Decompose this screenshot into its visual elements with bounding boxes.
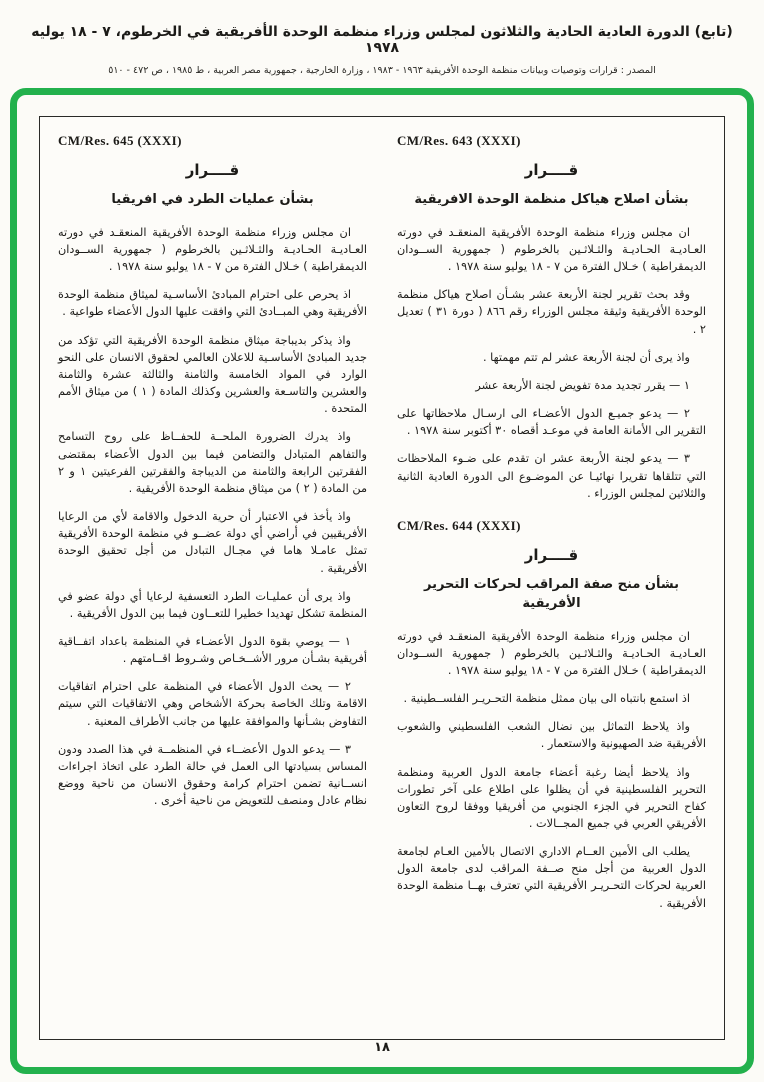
- document-header: [14, 24, 750, 76]
- paragraph: واذ يأخذ في الاعتبار أن حرية الدخول والاقامة لأي من الرعايا الأفريقيين في أراضي أي دولة عضــو في منظمة الوحدة الأفريقية تمثل عامـلا هاما في مجـال التبادل من أجل تحقيق الوحدة الأفريقية .: [58, 510, 367, 575]
- paragraph: واذ يدرك الضرورة الملحــة للحفــاظ على روح التسامح والتفاهم المتبادل والتضامن فيما بين الدول الأعضاء بمقتضى الفقرتين الرابعة والثامنة من الديباجة والفقرتين الفرعيتين ١ و ٢ من المادة ( ٢ ) من ميثاق منظمة الوحدة الأفريقية .: [58, 430, 367, 495]
- page-number: ١٨: [374, 1040, 390, 1055]
- header-source: المصدر : قرارات وتوصيات وبيانات منظمة الوحدة الأفريقية ١٩٦٣ - ١٩٨٣ ، وزارة الخارجية ، جمهورية مصر العربية ، ط ١٩٨٥ ، ص ٤٧٢ - ٥١٠: [108, 65, 656, 76]
- resolution-type-label: قــــرار: [524, 545, 579, 564]
- paragraph: واذ يلاحظ أيضا رغبة أعضاء جامعة الدول العربية ومنظمة التحرير الفلسطينية في أن يظلوا على اطلاع على آخر تطورات كفاح التحرير في الجزء الجنوبي من أفريقيا ووفقا لروح التعاون الأفريقي العربي في جميع المجــالات .: [397, 765, 706, 830]
- paragraph: ٣ — يدعو لجنة الأربعة عشر ان تقدم على ضـوء الملاحظات التي تتلقاها تقريرا نهائيـا عن الموضـوع الى الدورة العادية الثانية والثلاثين لمجلس الوزراء .: [397, 452, 706, 500]
- two-column-layout: [58, 133, 706, 1029]
- paragraph: اذ استمع بانتباه الى بيان ممثل منظمة التحـريـر الفلســطينية .: [403, 692, 690, 706]
- paragraph: واذ يذكر بديباجة ميثاق منظمة الوحدة الأفريقية التي تؤكد من جديد المبادئ الأساسـية للاعلان العالمي لحقوق الانسان على النحو الوارد في المواد الخامسة والثامنة والثالثة عشرة والثامنة والعشرين والتاسـعة والعشرين وكذلك المادة ( ١ ) من ميثاق الأمم المتحدة .: [58, 333, 367, 416]
- paragraph: واذ يلاحظ التماثل بين نضال الشعب الفلسطيني والشعوب الأفريقية ضد الصهيونية والاستعمار .: [397, 720, 706, 751]
- resolution-type-label: قــــرار: [185, 161, 240, 179]
- paragraph: اذ يحرص على احترام المبادئ الأساسـية لميثاق منظمة الوحدة الأفريقية وهي المبــادئ التي وافقت عليها الدول الأعضاء طواعية .: [58, 288, 367, 319]
- resolution-number: CM/Res. 643 (XXXI): [397, 133, 521, 148]
- column-right: [397, 133, 706, 1029]
- paragraph: واذ يرى أن لجنة الأربعة عشر لم تتم مهمتها .: [482, 350, 690, 364]
- resolution-644: [397, 518, 706, 912]
- paragraph: ١ — يقرر تجديد مدة تفويض لجنة الأربعة عشر: [475, 378, 690, 392]
- green-frame: [10, 88, 754, 1074]
- paragraph: ان مجلس وزراء منظمة الوحدة الأفريقية المنعقـد في دورته العـاديـة الحـاديـة والثـلاثـين بالخرطوم ( جمهورية الســودان الديمقراطية ) خـلال الفترة من ٧ - ١٨ يوليو سنة ١٩٧٨ .: [397, 225, 706, 274]
- resolution-title: بشأن اصلاح هياكل منظمة الوحدة الافريقية: [414, 192, 689, 207]
- content-box: [39, 116, 725, 1040]
- header-title: (تابع) الدورة العادية الحادية والثلاثون لمجلس وزراء منظمة الوحدة الأفريقية في الخرطوم، ٧ - ١٨ يوليه ١٩٧٨: [31, 24, 733, 56]
- paragraph: ٢ — يحث الدول الأعضاء في المنظمة على احترام اتفاقيات الاقامة وتلك الخاصة بحركة الأشخاص وهي الاتفاقيات التي سيتم التفاوض بشـأنها والموافقة عليها من جانب الأطراف المعنية .: [58, 680, 367, 728]
- resolution-645: [58, 133, 367, 809]
- paragraph: ان مجلس وزراء منظمة الوحدة الأفريقية المنعقـد في دورته العـاديـة الحـاديـة والثـلاثـين بالخرطوم ( جمهورية الســودان الديمقراطية ) خـلال الفترة من ٧ - ١٨ يوليو سنة ١٩٧٨ .: [397, 629, 706, 677]
- paragraph: واذ يرى أن عمليـات الطرد التعسفية لرعايا أي دولة عضو في المنظمة تشكل تهديدا خطيرا للتعــاون فيما بين الدول الأفريقية .: [58, 589, 367, 620]
- resolution-title: بشأن عمليات الطرد في افريقيا: [111, 192, 314, 207]
- resolution-number: CM/Res. 644 (XXXI): [397, 517, 521, 533]
- paragraph: ٢ — يدعو جميـع الدول الأعضـاء الى ارسـال ملاحظاتها على التقرير الى الأمانة العامة في موعـد أقصاه ٣٠ أكتوبر سنة ١٩٧٨ .: [397, 407, 706, 438]
- paragraph: يطلب الى الأمين العــام الاداري الاتصال بالأمين العـام لجامعة الدول العربية من أجل منح صــفة المراقب لدى جامعة الدول العربية لحركات التحـريـر الأفريقية التي تعترف بهــا منظمة الوحدة الأفريقية .: [397, 845, 706, 910]
- paragraph: ان مجلس وزراء منظمة الوحدة الأفريقية المنعقـد في دورته العـاديـة الحـاديـة والثـلاثـين بالخرطوم ( جمهورية الســودان الديمقراطية ) خـلال الفترة من ٧ - ١٨ يوليو سنة ١٩٧٨ .: [58, 225, 367, 274]
- paragraph: ١ — يوصي بقوة الدول الأعضـاء في المنظمة باعداد اتفــاقية أفريقية بشـأن مرور الأشــخـاص وشـروط اقــامتهم .: [58, 634, 367, 666]
- resolution-title: بشأن منح صفة المراقب لحركات التحرير الأفريقية: [423, 576, 680, 611]
- paragraph: ٣ — يدعو الدول الأعضــاء في المنظمــة في هذا الصدد ودون المساس بسيادتها الى العمل في حالة الطرد على اتخاذ اجراءات انســانية تضمن احترام كرامة وحقوق الانسان من ناحية ووضع نظام عادل ومنصف للتعويض من ناحية أخرى .: [58, 742, 367, 808]
- resolution-type-label: قــــرار: [524, 161, 579, 179]
- resolution-number: CM/Res. 645 (XXXI): [58, 133, 182, 148]
- resolution-643: [397, 133, 706, 502]
- column-left: [58, 133, 367, 1029]
- paragraph: وقد بحث تقرير لجنة الأربعة عشر بشـأن اصلاح هياكل منظمة الوحدة الأفريقية وثيقة مجلس الوزراء رقم ٨٦٦ ( دورة ٣١ ) تعديل ٢ .: [397, 288, 706, 336]
